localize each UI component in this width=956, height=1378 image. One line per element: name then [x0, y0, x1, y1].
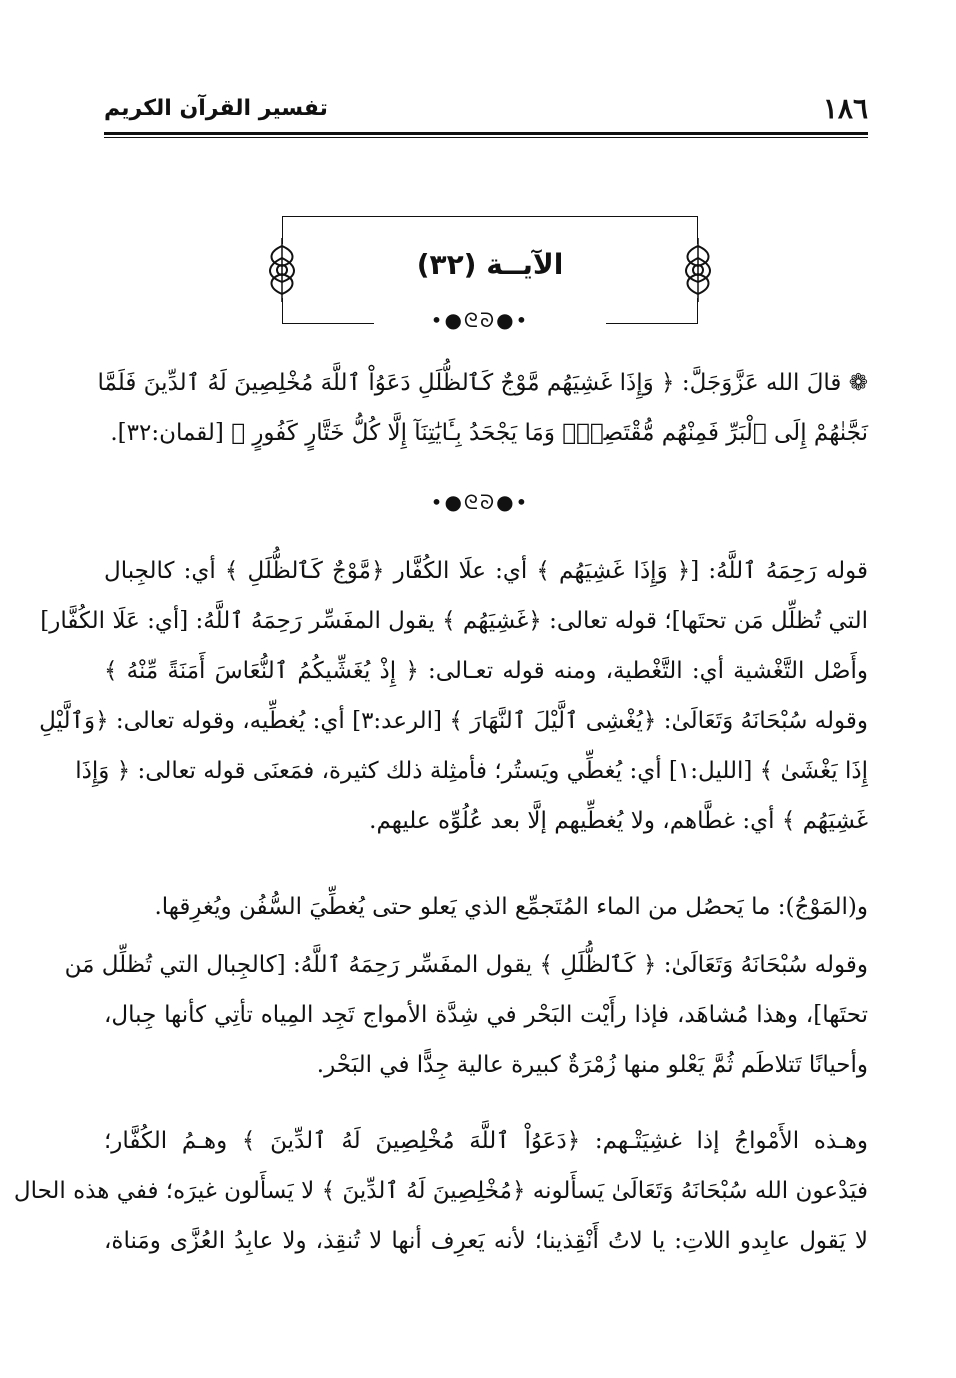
- paragraph-line: وأحيانًا تَتلاطَم ثُمَّ يَعْلو منها زُمْرَةٌ كبيرة عالية جِدًّا في البَحْر.: [316, 1052, 868, 1078]
- verse-line: ❁ قالَ الله عَزَّوَجَلَّ: ﴿ وَإِذَا غَشِيَهُم مَّوْجٌ كَٱلظُّلَلِ دَعَوُاْ ٱللَّهَ مُخْلِصِينَ لَهُ ٱلدِّينَ فَلَمَّا: [97, 370, 868, 396]
- paragraph-line: وهـذه الأَمْواجُ إذا غشِيَتْـهم: ﴿دَعَوُاْ ٱللَّهَ مُخْلِصِينَ لَهُ ٱلدِّينَ ﴾ وهـمُ الكُفَّار؛: [104, 1128, 868, 1154]
- paragraph-line: التي تُظلِّل مَن تحتَها]؛ قوله تعالى: ﴿غَشِيَهُم ﴾ يقول المفَسِّر رَحِمَهُ ٱللَّهُ: [أي: عَلَا الكُفَّار]: [40, 608, 868, 634]
- header-rule-thin: [104, 137, 868, 138]
- quran-verse-block: [97, 358, 868, 458]
- paragraph-line: وقوله سُبْحَانَهُ وَتَعَالَىٰ: ﴿يُغْشِى ٱلَّيْلَ ٱلنَّهَارَ ﴾ [الرعد:٣] أي: يُغطِّيه، وقوله تعالى: ﴿وَٱلَّيْلِ: [39, 708, 868, 734]
- paragraph-line: إِذَا يَغْشَىٰ ﴾ [الليل:١] أي: يُغطِّي ويَستُر؛ فأمثِلة ذلك كثيرة، فمَعنَى قوله تعالى: ﴿ وَإِذَا: [75, 758, 868, 784]
- paragraph-line: و(المَوْجُ): ما يَحصُل من الماء المُتَجمِّع الذي يَعلو حتى يُغطِّيَ السُّفُن ويُغرِقها.: [154, 894, 868, 920]
- verse-line: نَجَّنٰهُمْ إِلَى ٱلْبَرِّ فَمِنْهُم مُّقْتَصِدٌۚ وَمَا يَجْحَدُ بِـَٔايَٰتِنَآ إِلَّا كُلُّ خَتَّارٍ كَفُورٍ ﴾ [لقمان:٣٢].: [110, 420, 868, 446]
- paragraph-line: لا يَقول عابِدو اللاتِ: يا لاتُ أَنْقِذينا؛ لأنه يَعرِف أنها لا تُنقِذ، ولا عابِدُ العُزَّى ومَناة،: [104, 1228, 868, 1254]
- verse-heading: الآيــة (٣٢): [416, 248, 564, 281]
- section-ornament: •●ᘓᘐ●•: [430, 490, 530, 514]
- commentary-paragraph: [13, 1116, 868, 1266]
- paragraph-line: تحتَها]، وهذا مُشاهَد، فإذا رأَيْت البَحْر في شِدَّة الأمواج تَجِد المِياه تأتِي كأنها جِبال،: [104, 1002, 868, 1028]
- paragraph-line: وأَصْل التَّغْشية أي: التَّغْطية، ومنه قوله تعـالى: ﴿ إِذْ يُغَشِّيكُمُ ٱلنُّعَاسَ أَمَنَةً مِّنْهُ ﴾: [104, 658, 868, 684]
- commentary-paragraph: [104, 882, 868, 932]
- page-number: ١٨٦: [822, 92, 868, 125]
- section-ornament: •●ᘓᘐ●•: [430, 308, 530, 332]
- paragraph-line: قوله رَحِمَهُ ٱللَّهُ: [﴿ وَإِذَا غَشِيَهُم ﴾ أي: علَا الكُفَّار ﴿مَّوْجٌ كَٱلظُّلَلِ ﴾ أي: كالجِبال: [104, 558, 868, 584]
- paragraph-line: فيَدْعون الله سُبْحَانَهُ وَتَعَالَىٰ يَسأَلونه ﴿مُخْلِصِينَ لَهُ ٱلدِّينَ ﴾ لا يَسأَلون غيرَه؛ ففي هذه الحال: [13, 1178, 868, 1204]
- running-header: [104, 92, 868, 126]
- paragraph-line: وقوله سُبْحَانَهُ وَتَعَالَىٰ: ﴿ كَٱلظُّلَلِ ﴾ يقول المفَسِّر رَحِمَهُ ٱللَّهُ: [كالجِبال التي تُظلِّل مَن: [64, 952, 868, 978]
- book-title: تفسير القرآن الكريم: [104, 96, 328, 121]
- commentary-paragraph: [39, 546, 868, 846]
- header-rule: [104, 132, 868, 135]
- commentary-paragraph: [64, 940, 868, 1090]
- paragraph-line: غَشِيَهُم ﴾ أي: غطَّاهم، ولا يُغطِّيهم إلَّا بعد عُلُوِّه عليهم.: [369, 808, 868, 834]
